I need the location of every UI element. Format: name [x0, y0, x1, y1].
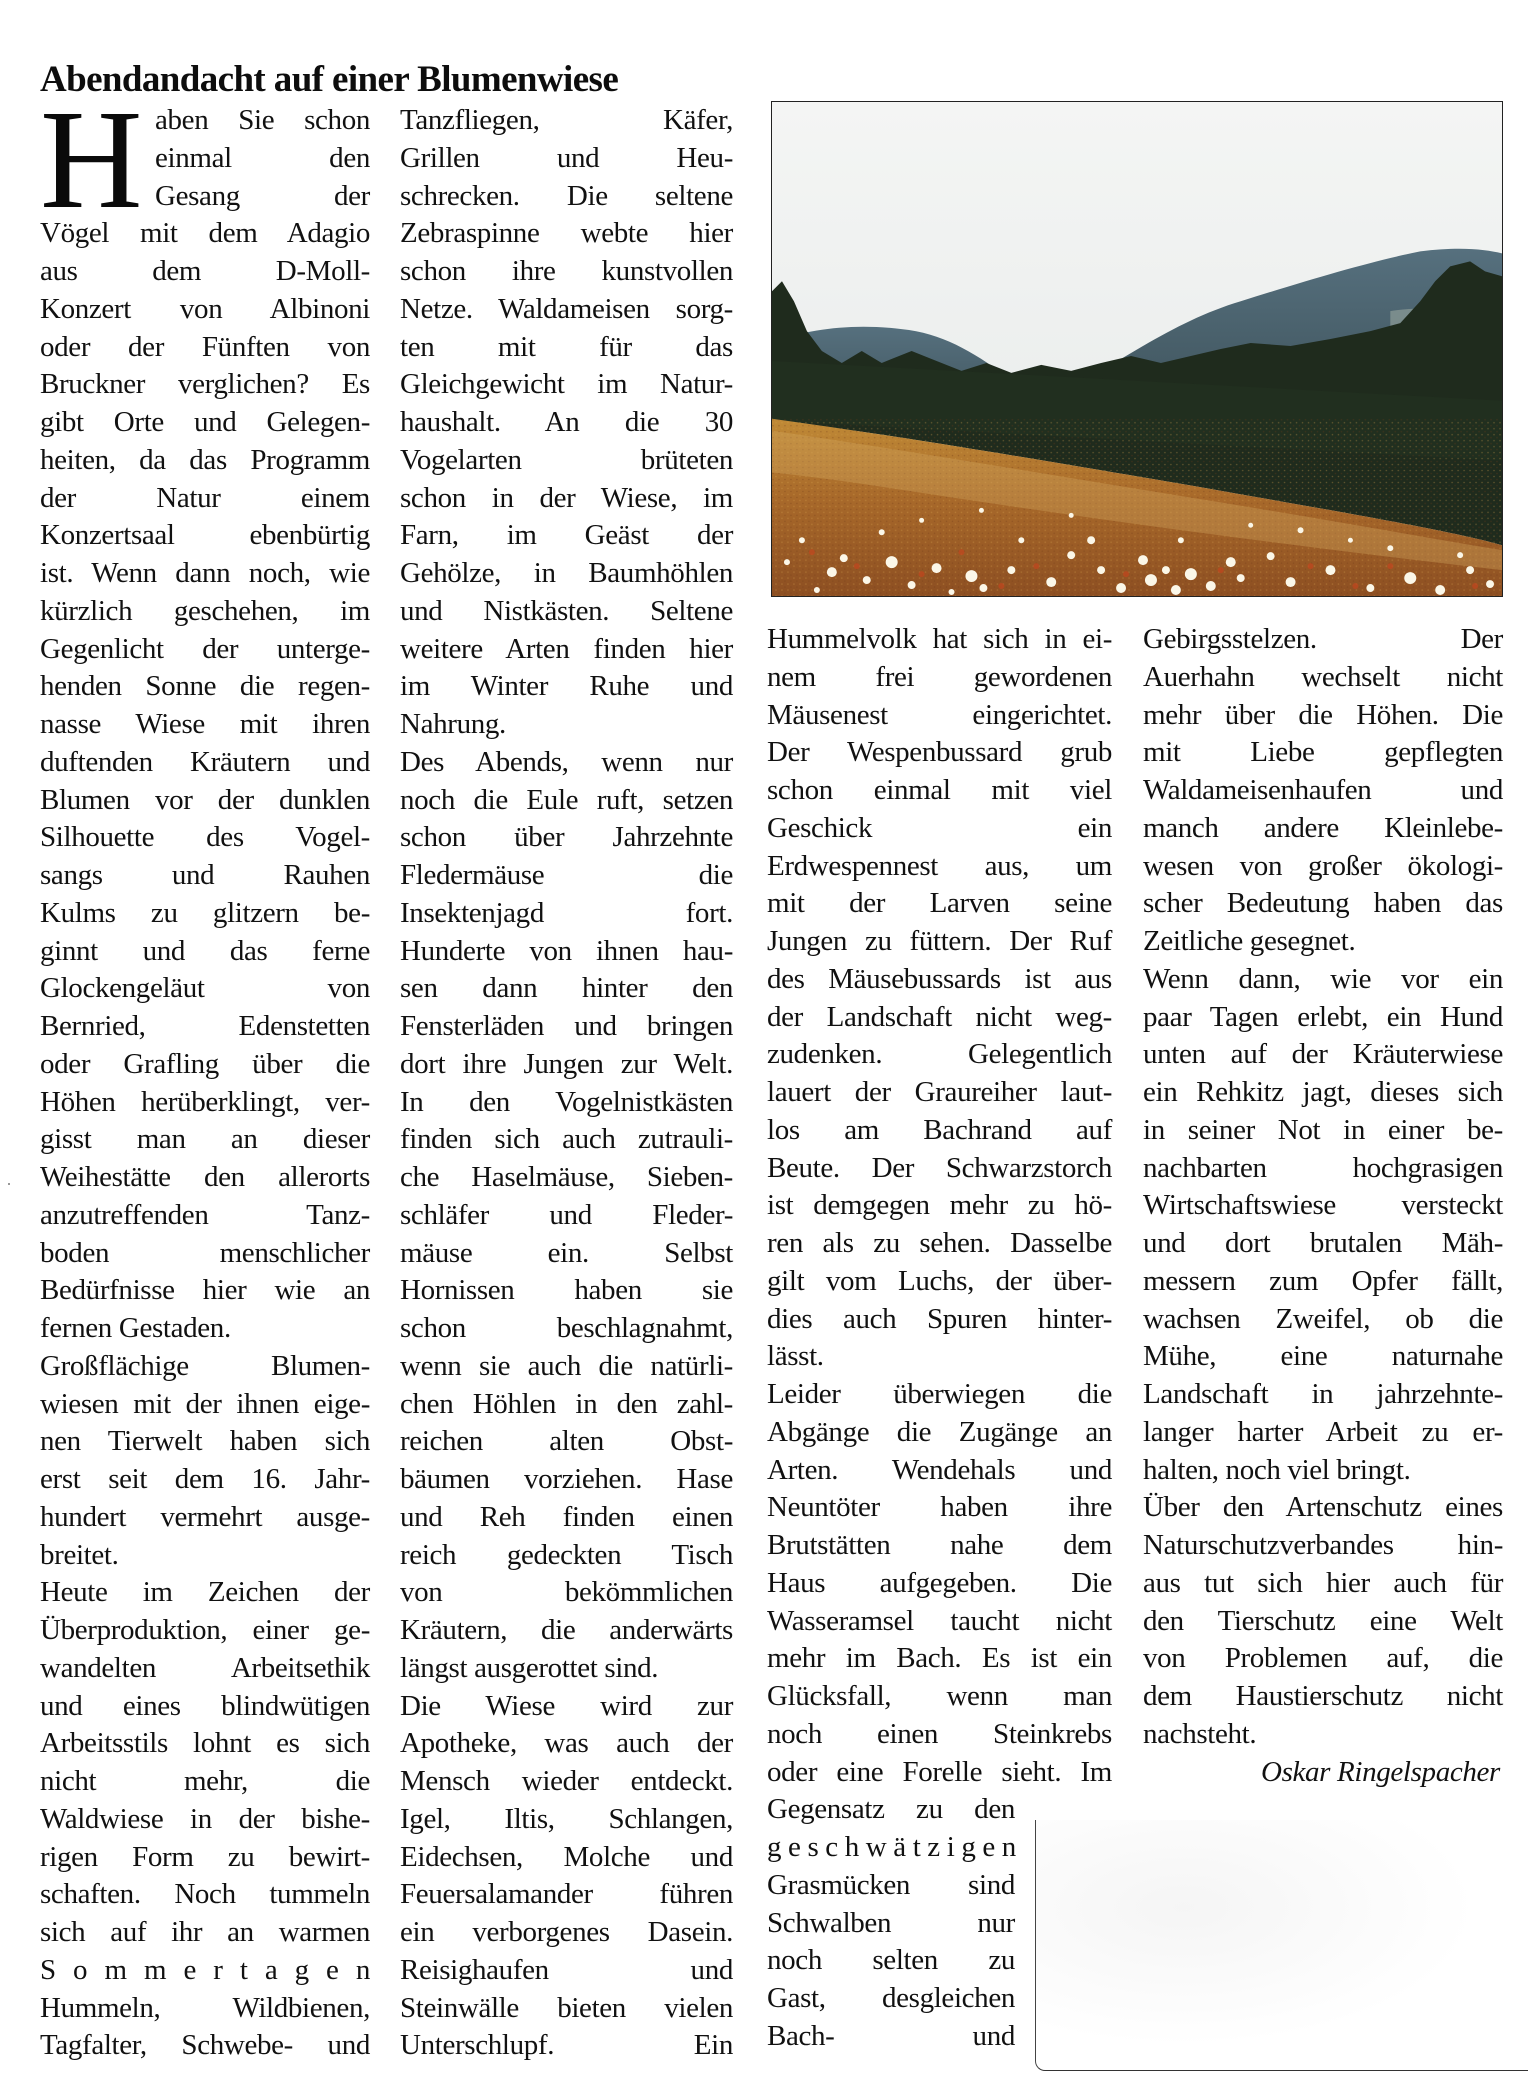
- text-line: Apotheke, was auch der: [400, 1727, 733, 1760]
- text-line: Glücksfall, wenn man: [767, 1680, 1112, 1712]
- text-line: Gast, desgleichen: [767, 1982, 1015, 2014]
- text-line: Fledermäuse die: [400, 859, 733, 891]
- text-line: Gesang der: [155, 179, 370, 212]
- text-line: schon über Jahrzehnte: [400, 821, 733, 854]
- text-line: noch einen Steinkrebs: [767, 1717, 1112, 1750]
- text-line: Bach- und: [767, 2019, 1015, 2052]
- text-line: längst ausgerottet sind.: [400, 1651, 659, 1684]
- author-signature: Oskar Ringelspacher: [1260, 1755, 1500, 1788]
- text-line: lässt.: [767, 1340, 824, 1373]
- text-line: Kräutern, die anderwärts: [400, 1614, 733, 1646]
- text-line: sangs und Rauhen: [40, 859, 370, 891]
- text-line: Hummelvolk hat sich in ei-: [767, 623, 1112, 655]
- text-line: aben Sie schon: [155, 104, 370, 136]
- text-line: oder eine Forelle sieht. Im: [767, 1755, 1112, 1788]
- text-line: schläfer und Fleder-: [400, 1198, 733, 1231]
- text-line: des Mäusebussards ist aus: [767, 962, 1112, 995]
- text-line: Abgänge die Zugänge an: [767, 1415, 1112, 1448]
- text-line: Steinwälle bieten vielen: [400, 1991, 733, 2024]
- text-line: Bruckner verglichen? Es: [40, 368, 370, 401]
- text-line: Reisighaufen und: [400, 1953, 733, 1986]
- text-line: der Landschaft nicht weg-: [767, 1000, 1112, 1033]
- text-line: Farn, im Geäst der: [400, 519, 733, 552]
- text-line: erst seit dem 16. Jahr-: [40, 1463, 370, 1495]
- text-line: Erdwespennest aus, um: [767, 849, 1112, 882]
- empty-image-area: [1035, 1820, 1528, 2071]
- text-line: ren als zu sehen. Dasselbe: [767, 1227, 1112, 1259]
- text-line: Großflächige Blumen-: [40, 1349, 370, 1382]
- text-line: mehr im Bach. Es ist ein: [767, 1642, 1112, 1675]
- text-line: Zeitliche gesegnet.: [1143, 925, 1356, 957]
- text-line: rigen Form zu bewirt-: [40, 1840, 370, 1873]
- text-line: Gehölze, in Baumhöhlen: [400, 557, 733, 589]
- text-line: Tagfalter, Schwebe- und: [40, 2029, 370, 2062]
- text-line: Geschick ein: [767, 811, 1112, 844]
- text-line: scher Bedeutung haben das: [1143, 887, 1503, 920]
- text-line: Vögel mit dem Adagio: [40, 217, 370, 250]
- text-line: boden menschlicher: [40, 1236, 370, 1269]
- drop-cap: H: [40, 80, 143, 238]
- text-line: und Nistkästen. Seltene: [400, 594, 733, 627]
- text-line: Auerhahn wechselt nicht: [1143, 660, 1503, 693]
- text-line: dem Haustierschutz nicht: [1143, 1680, 1503, 1712]
- text-line: Silhouette des Vogel-: [40, 821, 370, 854]
- text-line: Hornissen haben sie: [400, 1274, 733, 1307]
- text-line: Netze. Waldameisen sorg-: [400, 292, 733, 325]
- text-line: mäuse ein. Selbst: [400, 1236, 733, 1269]
- text-line: Brutstätten nahe dem: [767, 1529, 1112, 1561]
- text-line: lauert der Graureiher laut-: [767, 1076, 1112, 1108]
- text-line: Feuersalamander führen: [400, 1878, 733, 1911]
- text-line: oder Grafling über die: [40, 1047, 370, 1080]
- text-line: nasse Wiese mit ihren: [40, 708, 370, 740]
- text-line: Naturschutzverbandes hin-: [1143, 1529, 1503, 1561]
- text-line: Fensterläden und bringen: [400, 1010, 733, 1042]
- text-column-4: [1143, 620, 1503, 1820]
- text-line: Arten. Wendehals und: [767, 1453, 1112, 1486]
- text-line: Bernried, Edenstetten: [40, 1010, 370, 1042]
- text-line: Die Wiese wird zur: [400, 1689, 733, 1722]
- text-line: Leider überwiegen die: [767, 1378, 1112, 1410]
- text-line: Der Wespenbussard grub: [767, 736, 1112, 769]
- text-line: dort ihre Jungen zur Welt.: [400, 1047, 733, 1080]
- text-line: wandelten Arbeitsethik: [40, 1651, 370, 1684]
- text-line: reich gedeckten Tisch: [400, 1538, 733, 1571]
- article-title: Abendandacht auf einer Blumenwiese: [40, 58, 619, 100]
- text-line: anzutreffenden Tanz-: [40, 1198, 370, 1231]
- text-line: weitere Arten finden hier: [400, 632, 733, 665]
- text-line: noch die Eule ruft, setzen: [400, 783, 733, 816]
- text-line: g e s c h w ä t z i g e n: [767, 1831, 1016, 1863]
- scan-speck: [8, 1183, 10, 1185]
- text-line: mit der Larven seine: [767, 887, 1112, 920]
- text-line: Beute. Der Schwarzstorch: [767, 1151, 1112, 1184]
- text-line: und dort brutalen Mäh-: [1143, 1227, 1503, 1259]
- text-line: Nahrung.: [400, 708, 506, 740]
- text-line: Weihestätte den allerorts: [40, 1161, 370, 1193]
- text-line: von Problemen auf, die: [1143, 1642, 1503, 1675]
- text-line: nachsteht.: [1143, 1717, 1257, 1750]
- text-line: mit Liebe gepflegten: [1143, 736, 1503, 769]
- text-line: ginnt und das ferne: [40, 934, 370, 967]
- text-line: sich auf ihr an warmen: [40, 1916, 370, 1948]
- text-line: wachsen Zweifel, ob die: [1143, 1302, 1503, 1335]
- text-line: nachbarten hochgrasigen: [1143, 1151, 1503, 1184]
- text-line: Insektenjagd fort.: [400, 896, 733, 929]
- text-line: wesen von großer ökologi-: [1143, 849, 1503, 882]
- text-line: nicht mehr, die: [40, 1765, 370, 1797]
- text-line: Gegenlicht der unterge-: [40, 632, 370, 665]
- text-line: aus tut sich hier auch für: [1143, 1566, 1503, 1599]
- text-line: Unterschlupf. Ein: [400, 2029, 733, 2062]
- text-line: manch andere Kleinlebe-: [1143, 811, 1503, 844]
- text-line: Glockengeläut von: [40, 972, 370, 1005]
- meadow-photo: [771, 101, 1503, 597]
- landscape-image: [772, 102, 1502, 596]
- text-line: ein verborgenes Dasein.: [400, 1916, 733, 1948]
- text-line: wiesen mit der ihnen eige-: [40, 1387, 370, 1420]
- text-line: unten auf der Kräuterwiese: [1143, 1038, 1503, 1071]
- text-line: ein Rehkitz jagt, dieses sich: [1143, 1076, 1503, 1108]
- text-line: breitet.: [40, 1538, 119, 1571]
- text-line: bäumen vorziehen. Hase: [400, 1463, 733, 1495]
- text-line: hundert vermehrt ausge-: [40, 1500, 370, 1533]
- text-column-1: [40, 101, 370, 2071]
- text-line: Konzert von Albinoni: [40, 292, 370, 325]
- text-line: Tanzfliegen, Käfer,: [400, 104, 733, 136]
- text-line: Kulms zu glitzern be-: [40, 896, 370, 929]
- text-line: Mühe, eine naturnahe: [1143, 1340, 1503, 1373]
- text-line: Eidechsen, Molche und: [400, 1840, 733, 1873]
- text-line: Mensch wieder entdeckt.: [400, 1765, 733, 1797]
- text-line: schon in der Wiese, im: [400, 481, 733, 514]
- text-line: los am Bachrand auf: [767, 1113, 1112, 1146]
- text-line: schrecken. Die seltene: [400, 179, 733, 212]
- text-line: langer harter Arbeit zu er-: [1143, 1415, 1503, 1448]
- text-line: aus dem D-Moll-: [40, 255, 370, 287]
- text-line: paar Tagen erlebt, ein Hund: [1143, 1000, 1503, 1033]
- text-line: Über den Artenschutz eines: [1143, 1491, 1503, 1524]
- text-line: Überproduktion, einer ge-: [40, 1614, 370, 1646]
- text-line: schaften. Noch tummeln: [40, 1878, 370, 1911]
- text-line: halten, noch viel bringt.: [1143, 1453, 1411, 1486]
- text-line: Wasseramsel taucht nicht: [767, 1604, 1112, 1637]
- text-line: zudenken. Gelegentlich: [767, 1038, 1112, 1071]
- text-line: Mäusenest eingerichtet.: [767, 698, 1112, 731]
- text-column-2: [400, 101, 733, 2071]
- text-line: Jungen zu füttern. Der Ruf: [767, 925, 1112, 957]
- text-line: Waldameisenhaufen und: [1143, 774, 1503, 806]
- text-line: gilt vom Luchs, der über-: [767, 1264, 1112, 1297]
- text-line: Neuntöter haben ihre: [767, 1491, 1112, 1524]
- text-line: heiten, da das Programm: [40, 443, 370, 476]
- text-line: gibt Orte und Gelegen-: [40, 406, 370, 438]
- text-line: Gebirgsstelzen. Der: [1143, 623, 1503, 655]
- text-line: schon ihre kunstvollen: [400, 255, 733, 287]
- text-line: Blumen vor der dunklen: [40, 783, 370, 816]
- text-line: Wenn dann, wie vor ein: [1143, 962, 1503, 995]
- text-line: und eines blindwütigen: [40, 1689, 370, 1722]
- text-line: In den Vogelnistkästen: [400, 1085, 733, 1118]
- text-line: einmal den: [155, 141, 370, 174]
- text-line: ist demgegen mehr zu hö-: [767, 1189, 1112, 1222]
- text-line: Arbeitsstils lohnt es sich: [40, 1727, 370, 1760]
- text-line: schon einmal mit viel: [767, 774, 1112, 806]
- text-line: Waldwiese in der bishe-: [40, 1802, 370, 1835]
- text-line: duftenden Kräutern und: [40, 745, 370, 778]
- text-line: Landschaft in jahrzehnte-: [1143, 1378, 1503, 1410]
- text-line: haushalt. An die 30: [400, 406, 733, 438]
- text-line: Grasmücken sind: [767, 1868, 1015, 1901]
- text-line: fernen Gestaden.: [40, 1312, 231, 1344]
- text-line: reichen alten Obst-: [400, 1425, 733, 1458]
- text-line: der Natur einem: [40, 481, 370, 514]
- text-line: Konzertsaal ebenbürtig: [40, 519, 370, 552]
- text-line: oder der Fünften von: [40, 330, 370, 363]
- text-line: Heute im Zeichen der: [40, 1576, 370, 1609]
- text-line: che Haselmäuse, Sieben-: [400, 1161, 733, 1193]
- text-line: mehr über die Höhen. Die: [1143, 698, 1503, 731]
- text-line: dies auch Spuren hinter-: [767, 1302, 1112, 1335]
- text-line: noch selten zu: [767, 1944, 1015, 1977]
- text-line: in seiner Not in einer be-: [1143, 1113, 1503, 1146]
- text-line: Hunderte von ihnen hau-: [400, 934, 733, 967]
- text-line: henden Sonne die regen-: [40, 670, 370, 703]
- text-line: messern zum Opfer fällt,: [1143, 1264, 1503, 1297]
- text-line: den Tierschutz eine Welt: [1143, 1604, 1503, 1637]
- text-line: ist. Wenn dann noch, wie: [40, 557, 370, 589]
- text-line: Höhen herüberklingt, ver-: [40, 1085, 370, 1118]
- text-line: kürzlich geschehen, im: [40, 594, 370, 627]
- text-line: schon beschlagnahmt,: [400, 1312, 733, 1344]
- text-line: Igel, Iltis, Schlangen,: [400, 1802, 733, 1835]
- text-line: Grillen und Heu-: [400, 141, 733, 174]
- text-line: Des Abends, wenn nur: [400, 745, 733, 778]
- text-line: Hummeln, Wildbienen,: [40, 1991, 370, 2024]
- text-line: Vogelarten brüteten: [400, 443, 733, 476]
- text-line: sen dann hinter den: [400, 972, 733, 1005]
- text-line: im Winter Ruhe und: [400, 670, 733, 703]
- text-line: von bekömmlichen: [400, 1576, 733, 1609]
- text-line: ten mit für das: [400, 330, 733, 363]
- text-line: Gegensatz zu den: [767, 1793, 1015, 1826]
- text-line: Wirtschaftswiese versteckt: [1143, 1189, 1503, 1222]
- text-line: Gleichgewicht im Natur-: [400, 368, 733, 401]
- text-line: finden sich auch zutrauli-: [400, 1123, 733, 1156]
- text-line: und Reh finden einen: [400, 1500, 733, 1533]
- text-line: Zebraspinne webte hier: [400, 217, 733, 250]
- text-line: nen Tierwelt haben sich: [40, 1425, 370, 1458]
- text-line: wenn sie auch die natürli-: [400, 1349, 733, 1382]
- text-line: nem frei gewordenen: [767, 660, 1112, 693]
- text-line: S o m m e r t a g e n: [40, 1953, 370, 1986]
- text-line: Schwalben nur: [767, 1906, 1015, 1939]
- text-line: Bedürfnisse hier wie an: [40, 1274, 370, 1307]
- text-line: chen Höhlen in den zahl-: [400, 1387, 733, 1420]
- text-line: Haus aufgegeben. Die: [767, 1566, 1112, 1599]
- text-line: gisst man an dieser: [40, 1123, 370, 1156]
